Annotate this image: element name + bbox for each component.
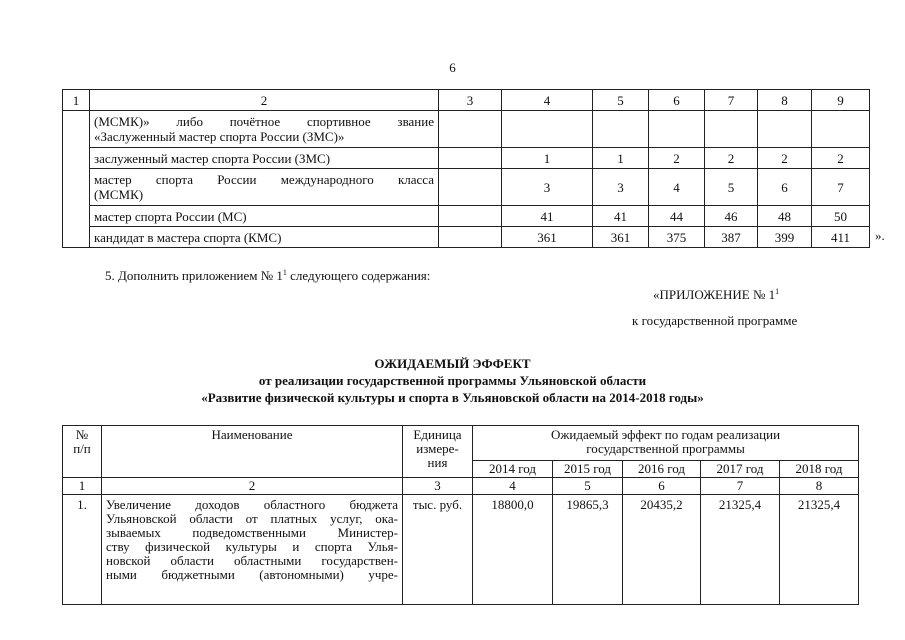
header-line: государственной программы — [586, 441, 745, 456]
table1-cell — [649, 111, 705, 148]
year-cell: 2017 год — [701, 461, 780, 478]
table1-cell: 41 — [502, 206, 593, 227]
title-line: ОЖИДАЕМЫЙ ЭФФЕКТ — [374, 356, 531, 371]
table1-cell — [502, 111, 593, 148]
index-cell: 7 — [701, 478, 780, 495]
table1-header-cell: 5 — [593, 90, 649, 111]
appendix-superscript: 1 — [775, 287, 780, 296]
table1-cell: 50 — [812, 206, 870, 227]
index-cell: 6 — [623, 478, 701, 495]
table1-header-cell: 8 — [758, 90, 812, 111]
table1-cell: 2 — [705, 148, 758, 169]
table1-cell — [439, 206, 502, 227]
table1-cell: 361 — [502, 227, 593, 248]
table1-row-name — [90, 111, 439, 148]
value-cell: 20435,2 — [623, 495, 701, 605]
table1-row-name: мастер спорта России (МС) — [90, 206, 439, 227]
row-name-line: новской области областными государствен- — [106, 553, 398, 568]
title-line: от реализации государственной программы Ульяновской области — [258, 373, 647, 388]
table1-cell: 411 — [812, 227, 870, 248]
year-cell: 2016 год — [623, 461, 701, 478]
expected-effect-table — [62, 425, 859, 605]
index-cell: 3 — [403, 478, 473, 495]
table1-cell: 1 — [593, 148, 649, 169]
closing-quote-mark: ». — [875, 228, 885, 243]
header-line: Единица — [413, 427, 462, 442]
amendment-instruction — [105, 268, 430, 284]
index-cell: 2 — [102, 478, 403, 495]
row-name-line: Увеличение доходов областного бюджета — [106, 497, 398, 512]
table1-cell — [705, 111, 758, 148]
table1-cell: 4 — [649, 169, 705, 206]
header-line: измере- — [416, 441, 459, 456]
table1-cell: 2 — [812, 148, 870, 169]
table-row — [63, 495, 859, 605]
table1-cell: 41 — [593, 206, 649, 227]
table1-header-row — [63, 90, 870, 111]
table1-cell: 46 — [705, 206, 758, 227]
row-name-line: ными бюджетными (автономными) учре- — [106, 567, 398, 582]
row-number: 1. — [63, 495, 102, 605]
appendix-label-text: «ПРИЛОЖЕНИЕ № 1 — [653, 287, 776, 302]
value-cell: 19865,3 — [553, 495, 623, 605]
table1-cell: 44 — [649, 206, 705, 227]
table1-cell — [439, 111, 502, 148]
table1-cell: 361 — [593, 227, 649, 248]
appendix-label — [653, 287, 779, 303]
index-cell: 5 — [553, 478, 623, 495]
table1-cell: 375 — [649, 227, 705, 248]
table1-cell — [758, 111, 812, 148]
index-cell: 8 — [780, 478, 859, 495]
row-name-line: зываемых подведомственными Министер- — [106, 525, 398, 540]
row-name-line: (МСМК)» либо почётное спортивное звание — [94, 114, 434, 129]
year-cell: 2018 год — [780, 461, 859, 478]
value-cell: 21325,4 — [780, 495, 859, 605]
header-line: п/п — [73, 441, 91, 456]
table-row — [63, 227, 870, 248]
page-number: 6 — [449, 60, 456, 75]
instruction-tail: следующего содержания: — [286, 268, 431, 283]
value-cell: 21325,4 — [701, 495, 780, 605]
index-cell: 4 — [473, 478, 553, 495]
title-line: «Развитие физической культуры и спорта в Ульяновской области на 2014-2018 годы» — [201, 390, 704, 405]
table1-cell: 7 — [812, 169, 870, 206]
row-unit: тыс. руб. — [403, 495, 473, 605]
table1-cell: 399 — [758, 227, 812, 248]
value-cell: 18800,0 — [473, 495, 553, 605]
table1-header-cell: 7 — [705, 90, 758, 111]
row-name-line: (МСМК) — [94, 187, 144, 202]
table1-cell — [439, 227, 502, 248]
table1-row-name: кандидат в мастера спорта (КМС) — [90, 227, 439, 248]
table-row — [63, 148, 870, 169]
table1-cell: 2 — [758, 148, 812, 169]
table1-header-cell: 3 — [439, 90, 502, 111]
table1-cell: 48 — [758, 206, 812, 227]
row-name-line: Ульяновской области от платных услуг, ока- — [106, 511, 398, 526]
header-line: № — [75, 427, 89, 442]
table1-cell: 3 — [502, 169, 593, 206]
sport-titles-table — [62, 89, 870, 248]
table1-empty-index-cell — [63, 111, 90, 248]
table1-header-cell: 9 — [812, 90, 870, 111]
table1-cell: 387 — [705, 227, 758, 248]
table1-cell: 3 — [593, 169, 649, 206]
table1-cell — [812, 111, 870, 148]
year-cell: 2014 год — [473, 461, 553, 478]
header-line: ния — [427, 455, 448, 470]
instruction-superscript: 1 — [282, 268, 287, 277]
table1-row-name: заслуженный мастер спорта России (ЗМС) — [90, 148, 439, 169]
table1-cell: 5 — [705, 169, 758, 206]
instruction-text: 5. Дополнить приложением № 1 — [105, 268, 283, 283]
table-row — [63, 206, 870, 227]
row-name-line: мастер спорта России международного класса — [94, 172, 434, 187]
table2-index-row — [63, 478, 859, 495]
appendix-subtitle: к государственной программе — [632, 313, 798, 328]
row-name — [102, 495, 403, 605]
table1-row-name — [90, 169, 439, 206]
row-name-line: «Заслуженный мастер спорта России (ЗМС)» — [94, 129, 345, 144]
document-title — [0, 355, 905, 406]
header-line: Ожидаемый эффект по годам реализации — [551, 427, 781, 442]
table2-header-num — [63, 426, 102, 478]
table1-cell — [439, 169, 502, 206]
table1-cell: 6 — [758, 169, 812, 206]
table1-cell — [439, 148, 502, 169]
table2-header-effect — [473, 426, 859, 461]
table1-header-cell: 2 — [90, 90, 439, 111]
table2-header-row — [63, 426, 859, 461]
table1-header-cell: 1 — [63, 90, 90, 111]
year-cell: 2015 год — [553, 461, 623, 478]
row-name-line: ству физической культуры и спорта Улья- — [106, 539, 398, 554]
table-row — [63, 169, 870, 206]
table-row — [63, 111, 870, 148]
table1-cell: 1 — [502, 148, 593, 169]
table2-header-name: Наименование — [102, 426, 403, 478]
table2-header-unit — [403, 426, 473, 478]
table1-cell — [593, 111, 649, 148]
table1-cell: 2 — [649, 148, 705, 169]
table1-header-cell: 6 — [649, 90, 705, 111]
table1-header-cell: 4 — [502, 90, 593, 111]
index-cell: 1 — [63, 478, 102, 495]
